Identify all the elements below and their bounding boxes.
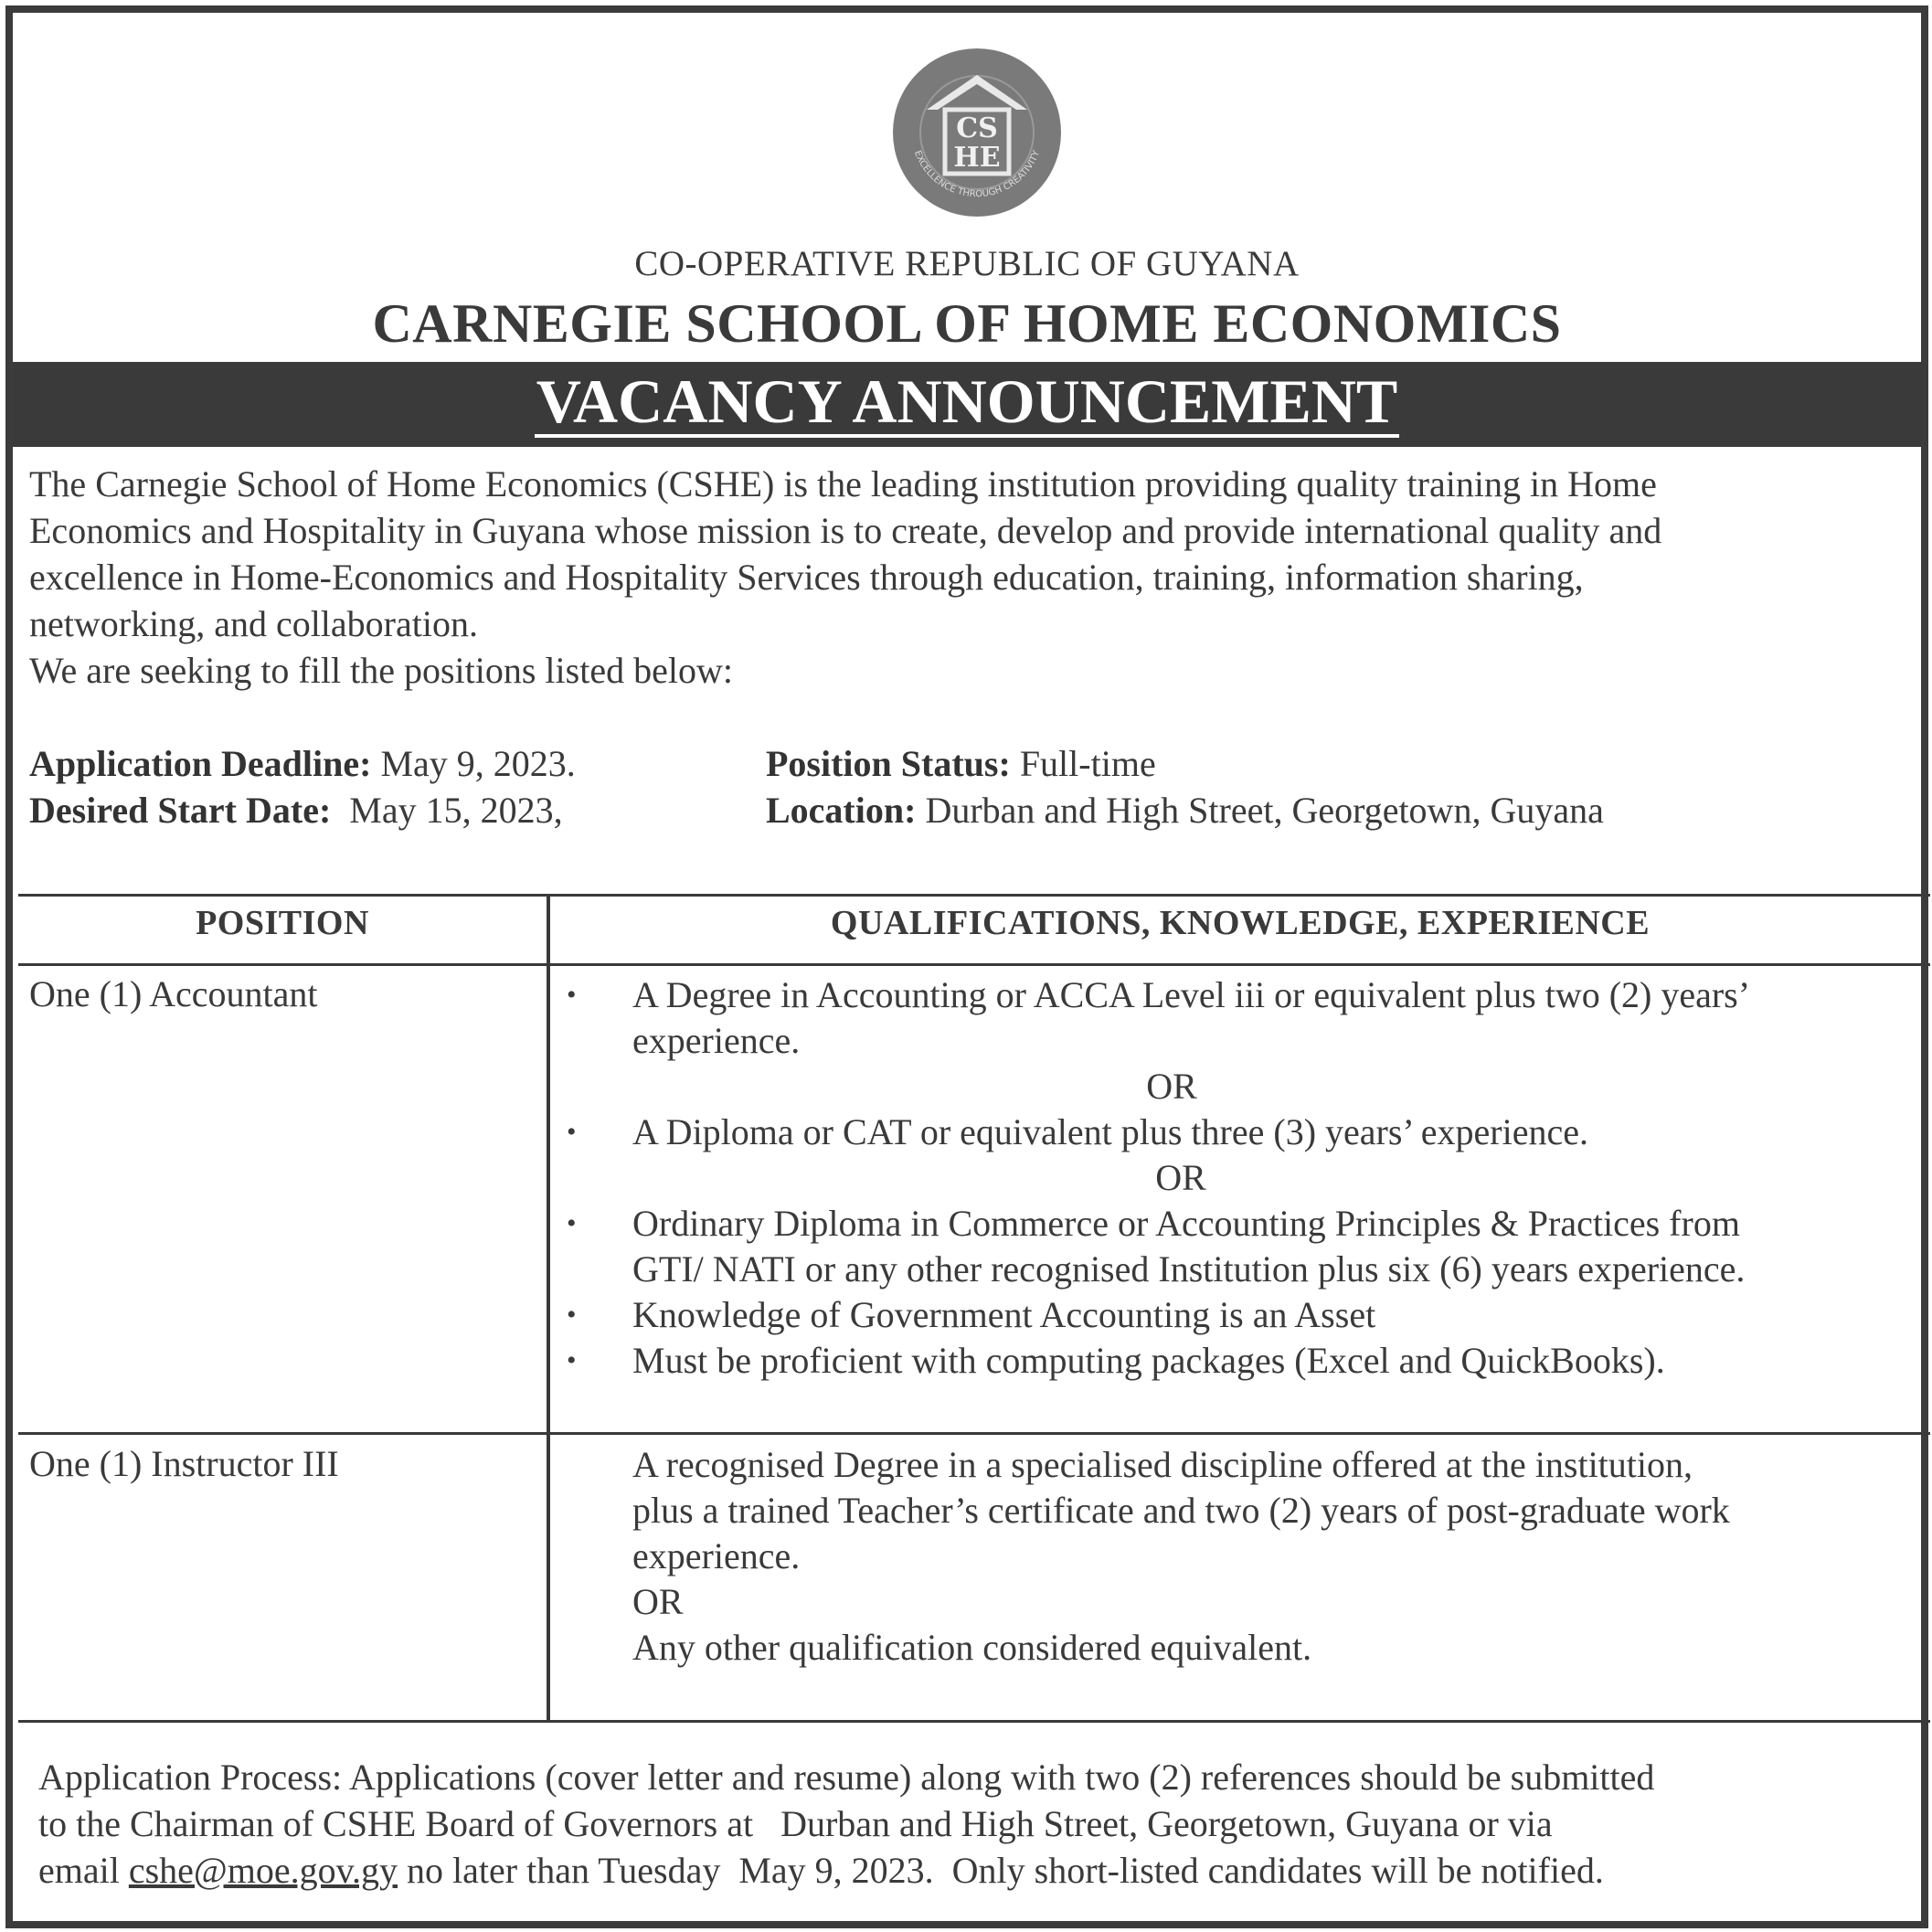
column-header-position: POSITION [196, 904, 369, 942]
location-label: Location: [766, 790, 917, 831]
or-separator: OR [632, 1581, 684, 1622]
intro-line: We are seeking to fill the positions listed below: [29, 650, 733, 691]
accountant-qualifications [632, 972, 1912, 1384]
svg-text:CS: CS [956, 112, 998, 144]
qualification-line: Any other qualification considered equivalent. [632, 1627, 1312, 1668]
svg-text:EXCELLENCE THROUGH CREATIVITY: EXCELLENCE THROUGH CREATIVITY [911, 149, 1043, 200]
deadline-label: Application Deadline: [29, 743, 372, 784]
instructor-qualifications [632, 1442, 1912, 1671]
positions-table [18, 894, 1930, 1723]
intro-line: Economics and Hospitality in Guyana whose mission is to create, develop and provide international quality and [29, 510, 1662, 551]
qualification-line: A recognised Degree in a specialised discipline offered at the institution, [632, 1444, 1693, 1485]
location-value: Durban and High Street, Georgetown, Guyana [925, 790, 1604, 831]
application-process [38, 1754, 1921, 1894]
vacancy-details [29, 740, 1903, 833]
column-header-qualifications: QUALIFICATIONS, KNOWLEDGE, EXPERIENCE [830, 904, 1651, 942]
svg-text:HE: HE [953, 142, 1001, 174]
start-label: Desired Start Date: [29, 790, 332, 831]
deadline-value: May 9, 2023. [380, 743, 576, 784]
qualification-item: • Ordinary Diploma in Commerce or Accounting Principles & Practices from [632, 1201, 1912, 1247]
position-instructor: One (1) Instructor III [29, 1443, 339, 1484]
qualification-continuation: experience. [632, 1020, 801, 1061]
school-name: CARNEGIE SCHOOL OF HOME ECONOMICS [372, 293, 1562, 354]
qualification-item: • Knowledge of Government Accounting is an Asset [632, 1292, 1912, 1338]
intro-line: The Carnegie School of Home Economics (CSHE) is the leading institution providing quality training in Home [29, 463, 1657, 504]
qualification-continuation: GTI/ NATI or any other recognised Institution plus six (6) years experience. [632, 1248, 1746, 1290]
qualification-item: • A Degree in Accounting or ACCA Level iii or equivalent plus two (2) years’ [632, 972, 1912, 1018]
qualification-item: • A Diploma or CAT or equivalent plus three (3) years’ experience. [632, 1109, 1912, 1155]
country-name: CO-OPERATIVE REPUBLIC OF GUYANA [634, 244, 1300, 283]
position-accountant: One (1) Accountant [29, 973, 318, 1014]
footer-line: Application Process: Applications (cover letter and resume) along with two (2) references should be submitted [38, 1757, 1655, 1798]
qualification-item: • Must be proficient with computing packages (Excel and QuickBooks). [632, 1338, 1912, 1384]
start-value: May 15, 2023, [349, 790, 563, 831]
intro-line: excellence in Home-Economics and Hospitality Services through education, training, information sharing, [29, 557, 1584, 598]
status-value: Full-time [1019, 743, 1156, 784]
qualification-line: plus a trained Teacher’s certificate and two (2) years of post-graduate work [632, 1490, 1730, 1531]
intro-line: networking, and collaboration. [29, 603, 478, 644]
status-label: Position Status: [766, 743, 1011, 784]
intro-paragraph [29, 461, 1912, 694]
footer-line: to the Chairman of CSHE Board of Governors at Durban and High Street, Georgetown, Guyana or via [38, 1803, 1553, 1844]
or-separator: OR [1155, 1157, 1206, 1198]
footer-line: email cshe@moe.gov.gy no later than Tuesday May 9, 2023. Only short-listed candidates will be notified. [38, 1850, 1604, 1891]
page-title: VACANCY ANNOUNCEMENT [535, 369, 1400, 438]
email-link[interactable]: cshe@moe.gov.gy [128, 1850, 398, 1891]
cshe-logo [890, 46, 1064, 219]
vacancy-announcement [5, 5, 1928, 1928]
or-separator: OR [1146, 1066, 1197, 1107]
title-banner [13, 362, 1921, 447]
qualification-line: experience. [632, 1535, 801, 1576]
